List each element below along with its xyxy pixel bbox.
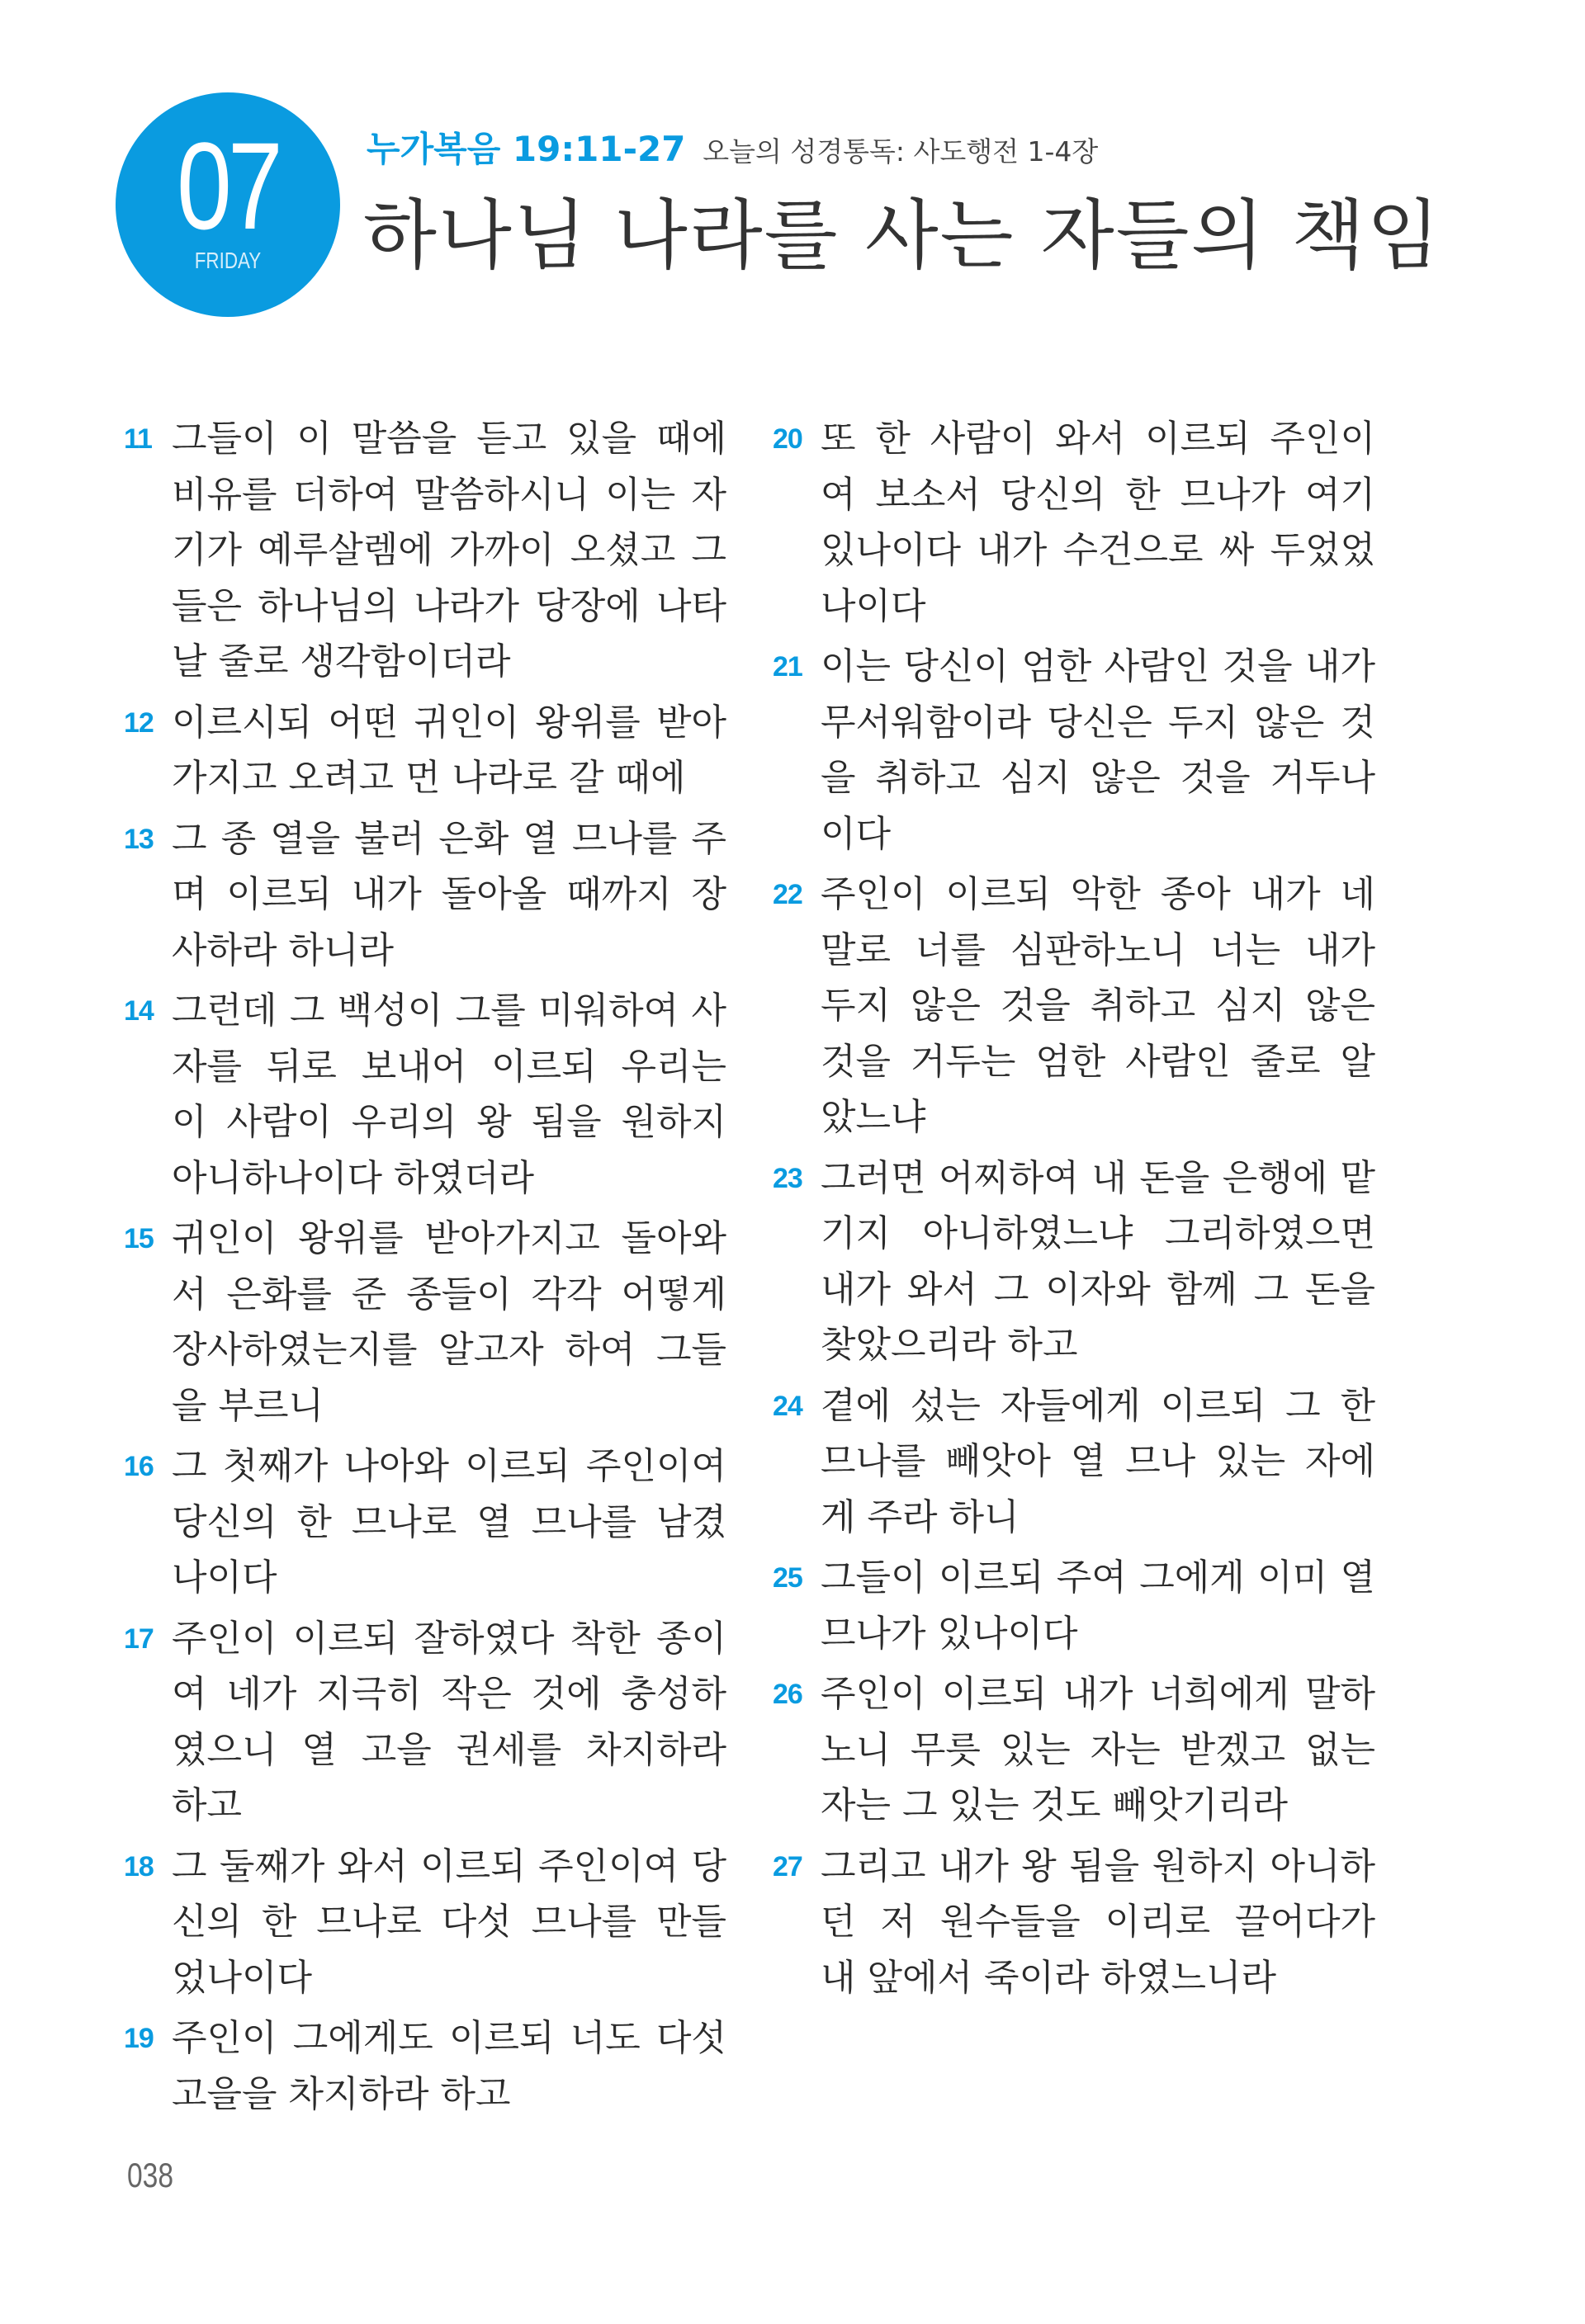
verse-number: 13 [124, 823, 154, 855]
verse-number: 20 [773, 423, 802, 455]
verse-text-line: 이르시되 어떤 귀인이 왕위를 받아 [172, 701, 726, 744]
verse-11 [124, 411, 726, 690]
day-badge [116, 92, 340, 317]
verse-19 [124, 2010, 726, 2122]
right-verse-column [773, 411, 1375, 2010]
verse-text-line: 노니 무릇 있는 자는 받겠고 없는 [821, 1728, 1375, 1771]
verse-number: 15 [124, 1223, 154, 1254]
verse-number: 23 [773, 1162, 802, 1194]
verse-text-line: 므나가 있나이다 [821, 1612, 1078, 1655]
verse-14 [124, 983, 726, 1206]
verse-text-line: 비유를 더하여 말씀하시니 이는 자 [172, 473, 726, 516]
verse-25 [773, 1550, 1375, 1661]
verse-text-line: 그 첫째가 나아와 이르되 주인이여 [172, 1445, 726, 1487]
verse-number: 12 [124, 706, 154, 739]
verse-text-line: 나이다 [821, 584, 926, 627]
verse-22 [773, 867, 1375, 1145]
verse-text-line: 날 줄로 생각함이더라 [172, 640, 511, 683]
verse-13 [124, 811, 726, 979]
verse-text-line: 자를 뒤로 보내어 이르되 우리는 [172, 1045, 726, 1088]
verse-text-line: 을 취하고 심지 않은 것을 거두나 [821, 757, 1375, 799]
verse-number: 26 [773, 1679, 802, 1710]
verse-text-line: 며 이르되 내가 돌아올 때까지 장 [172, 873, 726, 915]
verse-text-line: 주인이 이르되 잘하였다 착한 종이 [172, 1617, 726, 1660]
verse-text-line: 장사하였는지를 알고자 하여 그들 [172, 1329, 726, 1371]
verse-text-line: 여 네가 지극히 작은 것에 충성하 [172, 1673, 726, 1715]
verse-text-line: 자는 그 있는 것도 빼앗기리라 [821, 1784, 1288, 1826]
verse-text-line: 이 사람이 우리의 왕 됨을 원하지 [172, 1101, 726, 1143]
verse-text-line: 었나이다 [172, 1956, 313, 1999]
verse-21 [773, 639, 1375, 862]
verse-text-line: 였으니 열 고을 권세를 차지하라 [172, 1728, 726, 1771]
verse-text-line: 서 은화를 준 종들이 각각 어떻게 [172, 1273, 726, 1316]
verse-12 [124, 695, 726, 806]
verse-text-line: 을 부르니 [172, 1384, 324, 1427]
verse-17 [124, 1611, 726, 1834]
verse-number: 25 [773, 1562, 802, 1594]
verse-number: 22 [773, 879, 802, 910]
verse-text-line: 여 보소서 당신의 한 므나가 여기 [821, 473, 1375, 516]
verse-text-line: 말로 너를 심판하노니 너는 내가 [821, 928, 1375, 971]
verse-text-line: 사하라 하니라 [172, 928, 395, 971]
verse-text-line: 게 주라 하니 [821, 1495, 1020, 1538]
verse-text-line: 고을을 차지하라 하고 [172, 2072, 511, 2115]
verse-text-line: 기지 아니하였느냐 그리하였으면 [821, 1212, 1375, 1254]
verse-text-line: 찾았으리라 하고 [821, 1324, 1078, 1366]
verse-text-line: 내가 와서 그 이자와 함께 그 돈을 [821, 1268, 1375, 1311]
verse-number: 27 [773, 1850, 802, 1882]
verse-number: 11 [124, 423, 152, 455]
verse-number: 16 [124, 1451, 154, 1482]
scripture-reference: 누가복음 19:11-27 [367, 129, 686, 169]
day-number: 07 [177, 116, 279, 255]
verse-text-line: 주인이 이르되 내가 너희에게 말하 [821, 1673, 1375, 1715]
verse-text-line: 그 종 열을 불러 은화 열 므나를 주 [172, 817, 726, 860]
left-verse-column [124, 411, 726, 2127]
verse-15 [124, 1211, 726, 1434]
verse-text-line: 그런데 그 백성이 그를 미워하여 사 [172, 990, 726, 1032]
verse-text-line: 므나를 빼앗아 열 므나 있는 자에 [821, 1440, 1375, 1482]
page-title: 하나님 나라를 사는 자들의 책임 [363, 191, 1442, 280]
verse-text-line: 아니하나이다 하였더라 [172, 1156, 535, 1199]
verse-text-line: 이다 [821, 812, 892, 855]
verse-text-line: 내 앞에서 죽이라 하였느니라 [821, 1956, 1277, 1999]
verse-text-line: 그 둘째가 와서 이르되 주인이여 당 [172, 1845, 726, 1887]
verse-number: 24 [773, 1390, 802, 1422]
verse-text-line: 던 저 원수들을 이리로 끌어다가 [821, 1901, 1375, 1943]
verse-26 [773, 1666, 1375, 1834]
verse-text-line: 것을 거두는 엄한 사람인 줄로 알 [821, 1040, 1375, 1083]
verse-text-line: 그들이 이르되 주여 그에게 이미 열 [821, 1556, 1375, 1599]
verse-text-line: 무서워함이라 당신은 두지 않은 것 [821, 701, 1375, 744]
weekday-label: FRIDAY [194, 248, 262, 273]
verse-16 [124, 1438, 726, 1606]
page-number: 038 [127, 2156, 174, 2194]
verse-number: 18 [124, 1850, 154, 1882]
verse-text-line: 그들이 이 말씀을 듣고 있을 때에 [172, 418, 726, 460]
verse-text-line: 그러면 어찌하여 내 돈을 은행에 맡 [821, 1156, 1375, 1199]
verse-text-line: 귀인이 왕위를 받아가지고 돌아와 [172, 1217, 726, 1259]
verse-number: 19 [124, 2023, 154, 2054]
verse-20 [773, 411, 1375, 634]
verse-number: 17 [124, 1623, 154, 1655]
verse-text-line: 기가 예루살렘에 가까이 오셨고 그 [172, 529, 726, 571]
verse-text-line: 두지 않은 것을 취하고 심지 않은 [821, 985, 1375, 1027]
verse-text-line: 았느냐 [821, 1096, 926, 1138]
verse-text-line: 주인이 이르되 악한 종아 내가 네 [821, 873, 1375, 915]
verse-text-line: 하고 [172, 1784, 243, 1826]
verse-24 [773, 1378, 1375, 1546]
verse-text-line: 이는 당신이 엄한 사람인 것을 내가 [821, 645, 1375, 687]
today-reading: 오늘의 성경통독: 사도행전 1-4장 [703, 135, 1099, 168]
verse-number: 14 [124, 995, 154, 1027]
verse-text-line: 그리고 내가 왕 됨을 원하지 아니하 [821, 1845, 1375, 1887]
verse-text-line: 또 한 사람이 와서 이르되 주인이 [821, 418, 1375, 460]
verse-text-line: 가지고 오려고 먼 나라로 갈 때에 [172, 757, 686, 799]
verse-text-line: 있나이다 내가 수건으로 싸 두었었 [821, 529, 1375, 571]
verse-23 [773, 1150, 1375, 1373]
verse-27 [773, 1839, 1375, 2006]
verse-18 [124, 1839, 726, 2006]
verse-text-line: 들은 하나님의 나라가 당장에 나타 [172, 584, 726, 627]
verse-text-line: 신의 한 므나로 다섯 므나를 만들 [172, 1901, 726, 1943]
verse-text-line: 곁에 섰는 자들에게 이르되 그 한 [821, 1384, 1375, 1427]
scripture-header [367, 122, 1098, 172]
verse-text-line: 주인이 그에게도 이르되 너도 다섯 [172, 2017, 726, 2059]
verse-number: 21 [773, 651, 802, 683]
verse-text-line: 나이다 [172, 1556, 277, 1599]
verse-text-line: 당신의 한 므나로 열 므나를 남겼 [172, 1500, 726, 1543]
